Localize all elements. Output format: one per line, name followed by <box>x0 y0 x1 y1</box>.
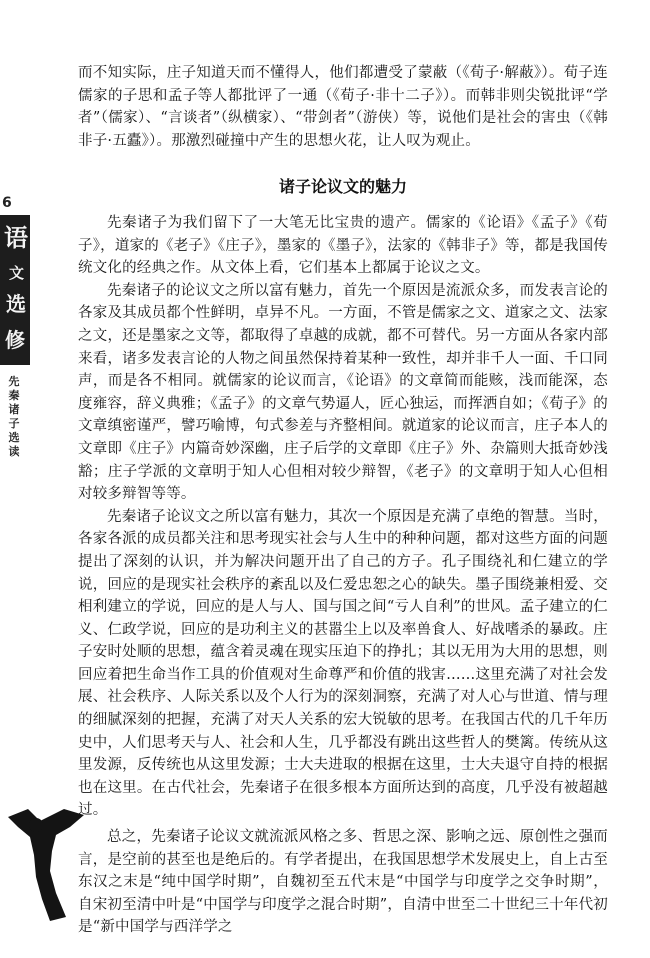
conclusion-text-block <box>78 826 608 939</box>
series-tab-char: 修 <box>5 328 25 352</box>
series-tab-char: 选 <box>6 292 26 316</box>
page-number: 6 <box>2 195 12 211</box>
main-text-block <box>78 212 608 822</box>
book-title: 先秦诸子选读 <box>8 375 20 458</box>
section-title: 诸子论议文的魅力 <box>278 177 407 196</box>
paragraph: 先秦诸子的论议文之所以富有魅力，首先一个原因是流派众多，而发表言论的各家及其成员都个性鲜明，卓异不凡。一方面，不管是儒家之文、道家之文、法家之文，还是墨家之文等，都取得了卓越的成就，都不可替代。另一方面从各家内部来看，诸多发表言论的人物之间虽然保持着某种一致性，却并非千人一面、千口同声，而是各不相同。就儒家的论议而言，《论语》的文章简而能赅，浅而能深，态度雍容，辞义典雅；《孟子》的文章气势逼人，匠心独运，而挥洒自如；《荀子》的文章缜密谨严，譬巧喻博，句式参差与齐整相间。就道家的论议而言，庄子本人的文章即《庄子》内篇奇妙深幽，庄子后学的文章即《庄子》外、杂篇则大抵奇妙浅豁；庄子学派的文章明于知人心但相对较少辩智，《老子》的文章明于知人心但相对较多辩智等等。 <box>78 282 608 503</box>
paragraph: 先秦诸子论议文之所以富有魅力，其次一个原因是充满了卓绝的智慧。当时，各家各派的成员都关注和思考现实社会与人生中的种种问题，都对这些方面的问题提出了深刻的认识，并为解决问题开出了自己的方子。孔子围绕礼和仁建立的学说，回应的是现实社会秩序的紊乱以及仁爱忠恕之心的缺失。墨子围绕兼相爱、交相利建立的学说，回应的是人与人、国与国之间“亏人自利”的世风。孟子建立的仁义、仁政学说，回应的是功利主义的甚嚣尘上以及率兽食人、好战嗜杀的暴政。庄子安时处顺的思想，蕴含着灵魂在现实压迫下的挣扎；其以无用为大用的思想，则回应着把生命当作工具的价值观对生命尊严和价值的戕害……这里充满了对社会发展、社会秩序、人际关系以及个人行为的深刻洞察，充满了对人心与世道、情与理的细腻深刻的把握，充满了对天人关系的宏大锐敏的思考。在我国古代的几千年历史中，人们思考天与人、社会和人生，几乎都没有跳出这些哲人的樊篱。传统从这里发源，反传统也从这里发源；士大夫进取的根据在这里，士大夫退守自持的根据也在这里。在古代社会，先秦诸子在很多根本方面所达到的高度，几乎没有被超越过。 <box>78 508 608 819</box>
series-tab-char: 语 <box>4 223 28 252</box>
paragraph: 总之，先秦诸子论议文就流派风格之多、哲思之深、影响之远、原创性之强而言，是空前的甚至也是绝后的。有学者提出，在我国思想学术发展史上，自上古至东汉之末是“纯中国学时期”，自魏初至五代末是“中国学与印度学之交争时期”，自宋初至清中叶是“中国学与印度学之混合时期”，自清中世至二十世纪三十年代初是“新中国学与西洋学之 <box>78 829 608 936</box>
intro-paragraph: 而不知实际，庄子知道天而不懂得人，他们都遭受了蒙蔽（《荀子·解蔽》）。荀子连儒家的子思和孟子等人都批评了一通（《荀子·非十二子》）。而韩非则尖锐批评“学者”（儒家）、“言谈者”（纵横家）、“带剑者”（游侠）等，说他们是社会的害虫（《韩非子·五蠹》）。那激烈碰撞中产生的思想火花，让人叹为观止。 <box>78 65 608 149</box>
paragraph: 先秦诸子为我们留下了一大笔无比宝贵的遗产。儒家的《论语》《孟子》《荀子》，道家的《老子》《庄子》，墨家的《墨子》，法家的《韩非子》等，都是我国传统文化的经典之作。从文体上看，它们基本上都属于论议之文。 <box>78 215 608 277</box>
decorative-figure-icon <box>6 805 86 923</box>
intro-text-block <box>78 62 608 152</box>
series-tab-char: 文 <box>9 264 25 282</box>
